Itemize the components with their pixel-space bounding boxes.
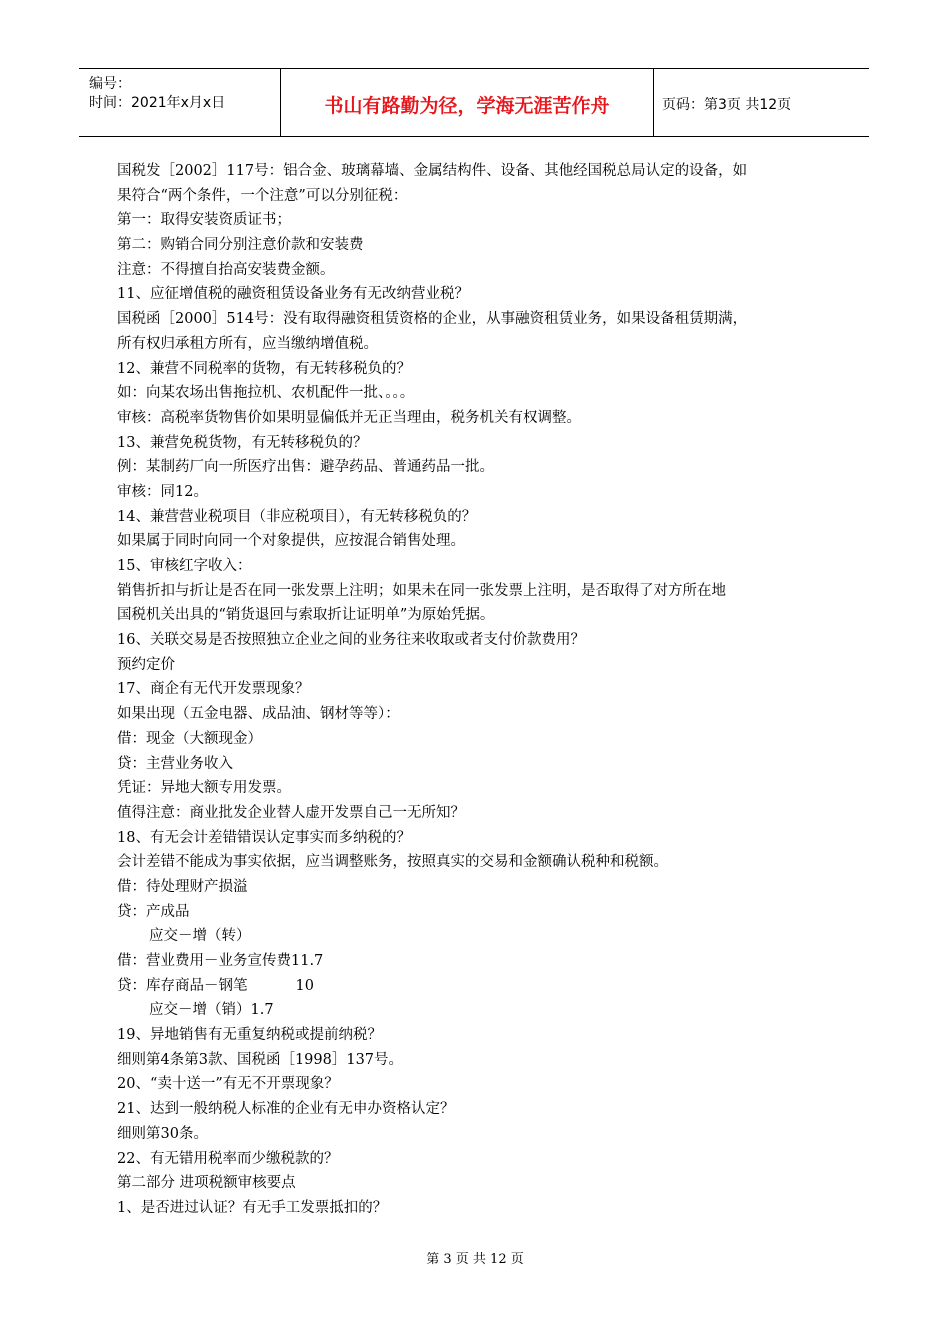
text-line: 如果属于同时向同一个对象提供，应按混合销售处理。 (117, 533, 465, 550)
text-line: 所有权归承租方所有，应当缴纳增值税。 (117, 335, 378, 352)
document-date-label: 时间：2021年x月x日 (89, 95, 226, 111)
journal-entry-line: 借：待处理财产损溢 (117, 878, 248, 895)
text-line: 细则第30条。 (117, 1125, 208, 1142)
text-line: 注意：不得擅自抬高安装费金额。 (117, 261, 335, 278)
page-header (79, 68, 869, 137)
text-line: 如：向某农场出售拖拉机、农机配件一批、。。。 (117, 385, 415, 402)
question-heading: 15、审核红字收入： (117, 558, 252, 574)
journal-entry-line: 贷：主营业务收入 (117, 755, 233, 772)
text-line: 如果出现（五金电器、成品油、钢材等等）： (117, 706, 400, 723)
text-line: 销售折扣与折让是否在同一张发票上注明；如果未在同一张发票上注明，是否取得了对方所在地 (117, 582, 726, 599)
journal-entry-line: 借：现金（大额现金） (117, 730, 262, 747)
document-number-label: 编号： (89, 76, 131, 92)
text-line: 第一：取得安装资质证书； (117, 212, 291, 229)
text-line: 细则第4条第3款、国税函［1998］137号。 (117, 1051, 404, 1068)
document-body (117, 159, 837, 1221)
question-heading: 16、关联交易是否按照独立企业之间的业务往来收取或者支付价款费用？ (117, 632, 585, 649)
text-line: 审核：同12。 (117, 483, 208, 500)
journal-entry-line: 应交－增（销）1.7 (149, 1002, 274, 1019)
question-heading: 14、兼营营业税项目（非应税项目），有无转移税负的？ (117, 508, 477, 525)
question-heading: 20、“卖十送一”有无不开票现象？ (117, 1076, 339, 1093)
question-heading: 17、商企有无代开发票现象？ (117, 681, 310, 698)
header-page-code: 页码：第3页 共12页 (662, 97, 792, 113)
question-heading: 19、异地销售有无重复纳税或提前纳税？ (117, 1027, 382, 1044)
header-page-cell (654, 69, 869, 136)
section-heading: 第二部分 进项税额审核要点 (117, 1175, 296, 1192)
page-footer: 第 3 页 共 12 页 (426, 1252, 524, 1267)
header-slogan: 书山有路勤为径，学海无涯苦作舟 (324, 95, 610, 117)
journal-entry-line: 借：营业费用－业务宣传费11.7 (117, 953, 324, 969)
text-line: 凭证：异地大额专用发票。 (117, 780, 291, 797)
text-line: 例：某制药厂向一所医疗出售：避孕药品、普通药品一批。 (117, 459, 494, 476)
journal-entry-account: 贷：库存商品－钢笔 (117, 977, 248, 994)
question-heading: 18、有无会计差错错误认定事实而多纳税的？ (117, 829, 411, 846)
header-meta-cell (79, 69, 281, 136)
question-heading: 21、达到一般纳税人标准的企业有无申办资格认定？ (117, 1101, 455, 1118)
question-heading: 13、兼营免税货物，有无转移税负的？ (117, 434, 368, 451)
question-heading: 1、是否进过认证？有无手工发票抵扣的？ (117, 1199, 388, 1216)
text-line: 国税发［2002］117号：铝合金、玻璃幕墙、金属结构件、设备、其他经国税总局认定的设备，如 (117, 163, 748, 179)
text-line: 第二：购销合同分别注意价款和安装费 (117, 237, 364, 254)
journal-entry-amount: 10 (295, 977, 314, 994)
journal-entry-line: 贷：产成品 (117, 903, 190, 920)
header-slogan-cell (281, 69, 654, 136)
text-line: 值得注意：商业批发企业替人虚开发票自己一无所知？ (117, 804, 465, 821)
question-heading: 11、应征增值税的融资租赁设备业务有无改纳营业税？ (117, 286, 469, 303)
text-line: 会计差错不能成为事实依据，应当调整账务，按照真实的交易和金额确认税种和税额。 (117, 854, 668, 871)
journal-entry-line: 应交－增（转） (149, 928, 251, 945)
text-line: 国税函［2000］514号：没有取得融资租赁资格的企业，从事融资租赁业务，如果设备租赁期满， (117, 311, 748, 328)
text-line: 果符合“两个条件，一个注意”可以分别征税： (117, 187, 408, 204)
text-line: 审核：高税率货物售价如果明显偏低并无正当理由，税务机关有权调整。 (117, 409, 581, 426)
journal-entry-line (117, 974, 837, 999)
text-line: 预约定价 (117, 656, 175, 673)
question-heading: 22、有无错用税率而少缴税款的？ (117, 1150, 339, 1167)
question-heading: 12、兼营不同税率的货物，有无转移税负的？ (117, 360, 411, 377)
text-line: 国税机关出具的“销货退回与索取折让证明单”为原始凭据。 (117, 607, 495, 624)
